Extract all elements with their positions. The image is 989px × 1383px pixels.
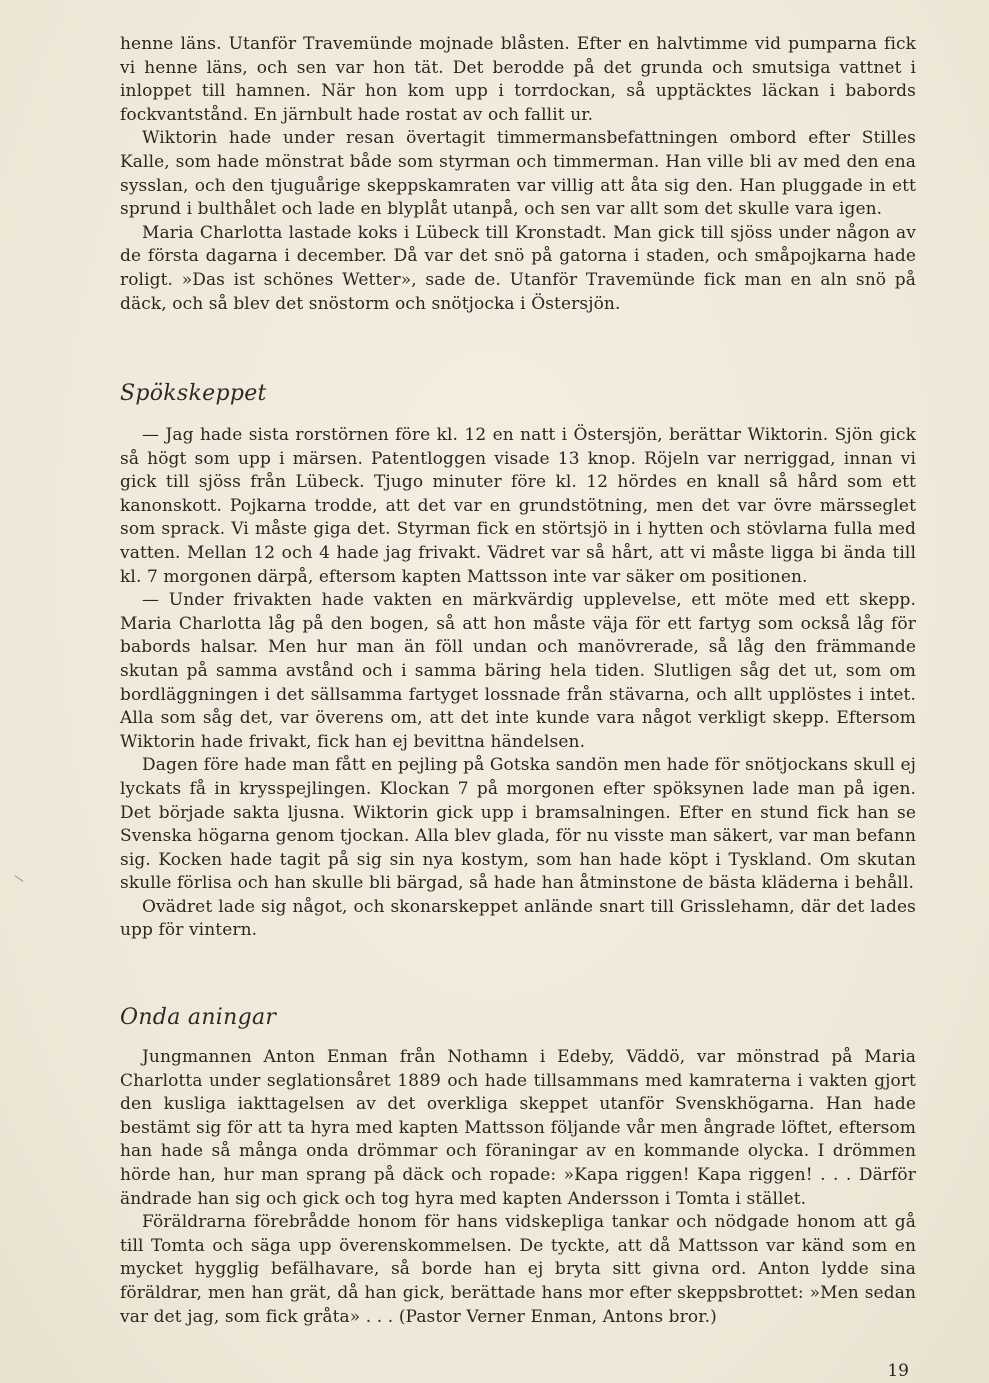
paragraph: Jungmannen Anton Enman från Nothamn i Edeby, Väddö, var mönstrad på Maria Charlotta under seglationsåret 1889 och hade tillsammans med kamraterna i vakten gjort den kusliga iakttagelsen av det overkliga skeppet utanför Svenskhögarna. Han hade bestämt sig för att ta hyra med kapten Mattsson följande vår men ångrade löftet, eftersom han hade så många onda drömmar och föraningar av en kommande olycka. I drömmen hörde han, hur man sprang på däck och ropade: »Kapa riggen! Kapa riggen! . . . Därför ändrade han sig och gick och tog hyra med kapten Andersson i Tomta i stället. <box>120 1047 916 1209</box>
section-heading-onda-aningar: Onda aningar <box>120 1005 277 1030</box>
section-heading-spokskeppet: Spökskeppet <box>120 381 267 406</box>
paragraph: henne läns. Utanför Travemünde mojnade blåsten. Efter en halvtimme vid pumparna fick vi henne läns, och sen var hon tät. Det berodde på det grunda och smutsiga vattnet i inloppet till hamnen. När hon kom upp i torrdockan, så upptäcktes läckan i babords fockvantstånd. En järnbult hade rostat av och fallit ur. <box>120 34 916 125</box>
paragraph: Ovädret lade sig något, och skonarskeppet anlände snart till Grisslehamn, där det lades upp för vintern. <box>120 896 916 941</box>
paragraph: Föräldrarna förebrådde honom för hans vidskepliga tankar och nödgade honom att gå till Tomta och säga upp överenskommelsen. De tyckte, att då Mattsson var känd som en mycket hygglig befälhavare, så borde han ej bryta sitt givna ord. Anton lydde sina föräldrar, men han grät, då han gick, berättade hans mor efter skeppsbrottet: »Men sedan var det jag, som fick gråta» . . . (Pastor Verner Enman, Antons bror.) <box>120 1212 916 1327</box>
intro-section <box>120 33 916 316</box>
paragraph: Wiktorin hade under resan övertagit timmermansbefattningen ombord efter Stilles Kalle, som hade mönstrat både som styrman och timmerman. Han ville bli av med den ena sysslan, och den tjuguårige skeppskamraten var villig att åta sig den. Han pluggade in ett sprund i bulthålet och lade en blyplåt utanpå, och sen var allt som det skulle vara igen. <box>120 128 916 220</box>
paragraph: Maria Charlotta lastade koks i Lübeck till Kronstadt. Man gick till sjöss under någon av de första dagarna i december. Då var det snö på gatorna i staden, och småpojkarna hade roligt. »Das ist schönes Wetter», sade de. Utanför Travemünde fick man en aln snö på däck, och så blev det snöstorm och snötjocka i Östersjön. <box>120 222 916 314</box>
spokskeppet-section <box>120 424 916 943</box>
onda-aningar-section <box>120 1046 916 1329</box>
paragraph: — Jag hade sista rorstörnen före kl. 12 en natt i Östersjön, berättar Wiktorin. Sjön gick så högt som upp i märsen. Patentloggen visade 13 knop. Röjeln var nerriggad, innan vi gick till sjöss från Lübeck. Tjugo minuter före kl. 12 hördes en knall så hård som ett kanonskott. Pojkarna trodde, att det var en grundstötning, men det var övre märsseglet som sprack. Vi måste giga det. Styrman fick en störtsjö in i hytten och stövlarna fulla med vatten. Mellan 12 och 4 hade jag frivakt. Vädret var så hårt, att vi måste ligga bi ända till kl. 7 morgonen därpå, eftersom kapten Mattsson inte var säker om positionen. <box>120 425 916 587</box>
paragraph: Dagen före hade man fått en pejling på Gotska sandön men hade för snötjockans skull ej lyckats få in krysspejlingen. Klockan 7 på morgonen efter spöksynen lade man på igen. Det började sakta ljusna. Wiktorin gick upp i bramsalningen. Efter en stund fick han se Svenska högarna genom tjockan. Alla blev glada, för nu visste man säkert, var man befann sig. Kocken hade tagit på sig sin nya kostym, som han hade köpt i Tyskland. Om skutan skulle förlisa och han skulle bli bärgad, så hade han åtminstone de bästa kläderna i behåll. <box>120 755 916 894</box>
paragraph: — Under frivakten hade vakten en märkvärdig upplevelse, ett möte med ett skepp. Maria Charlotta låg på den bogen, så att hon måste väja för ett fartyg som också låg för babords halsar. Men hur man än föll undan och manövrerade, så låg den främmande skutan på samma avstånd och i samma bäring hela tiden. Slutligen såg det ut, som om bordläggningen i det sällsamma fartyget lossnade från stävarna, och allt upplöstes i intet. Alla som såg det, var överens om, att det inte kunde vara något verkligt skepp. Eftersom Wiktorin hade frivakt, fick han ej bevittna händelsen. <box>120 590 916 752</box>
margin-mark <box>15 875 24 882</box>
page-number: 19 <box>887 1361 909 1381</box>
